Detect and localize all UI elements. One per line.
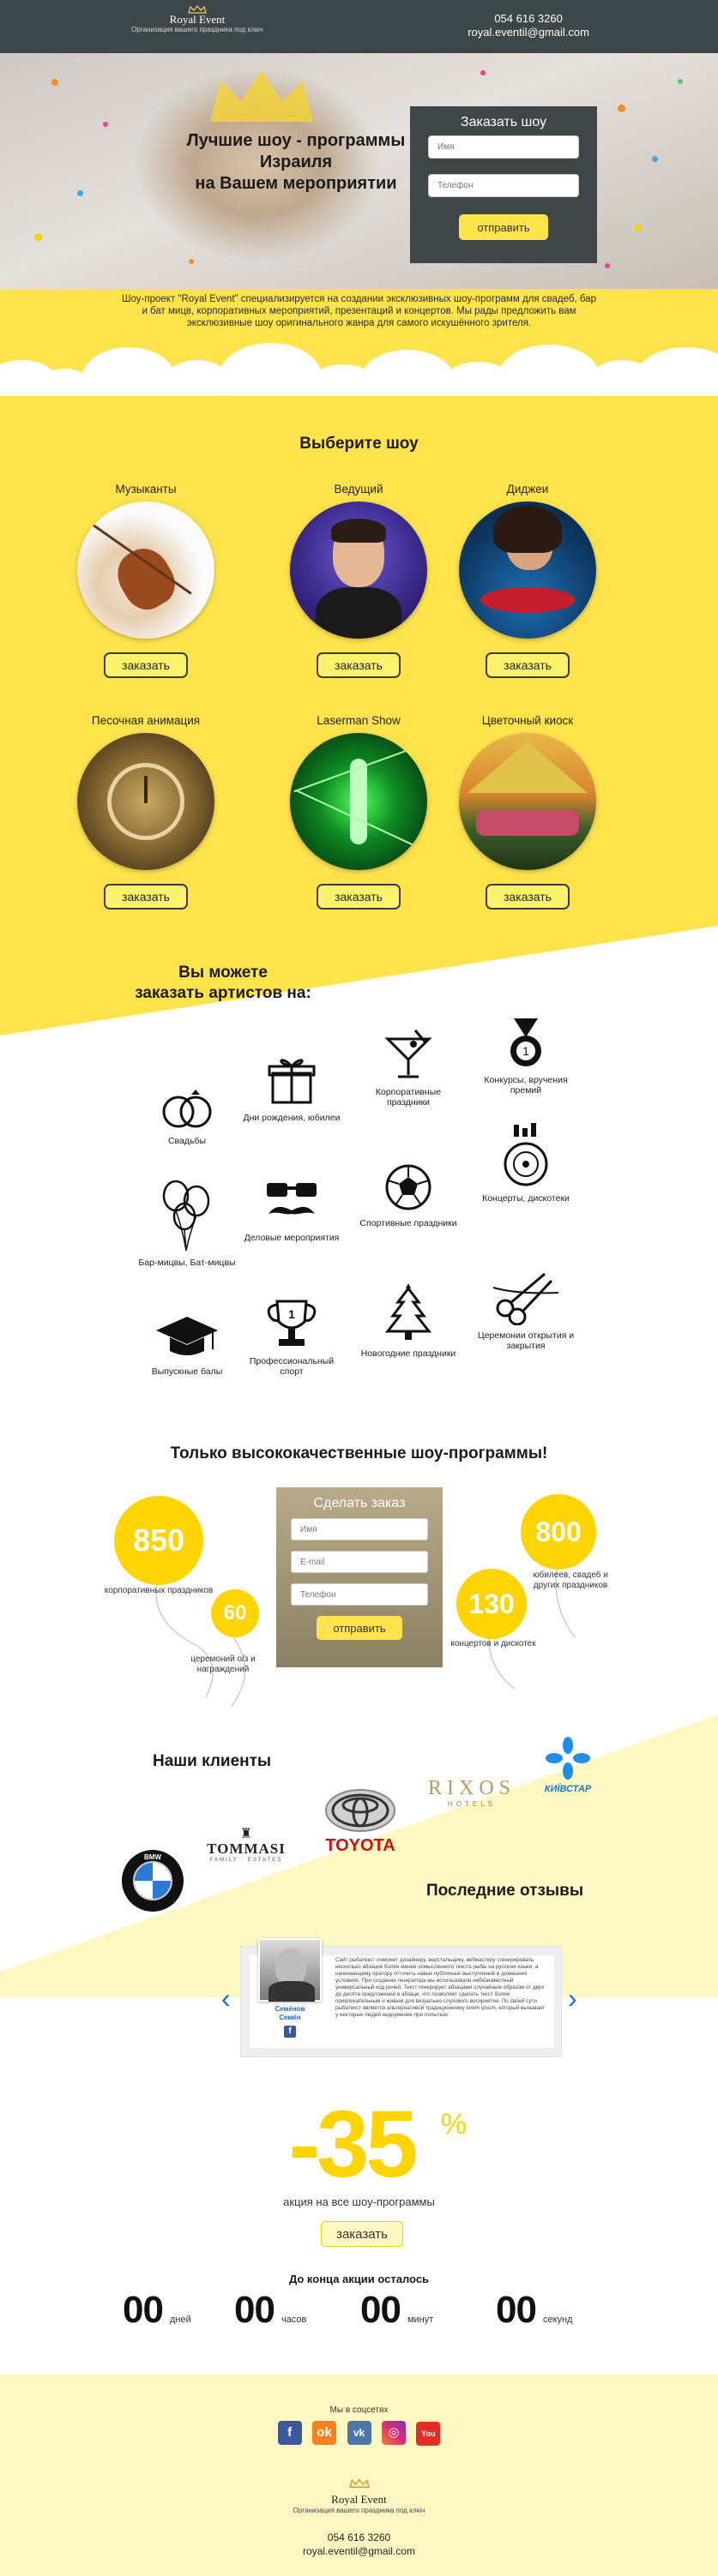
- promo-order-button[interactable]: заказать: [321, 2221, 403, 2247]
- clients-title: Наши клиенты: [153, 1752, 272, 1770]
- stat-bubble-800: 800: [521, 1494, 596, 1570]
- hero-name-input[interactable]: [428, 135, 579, 159]
- crown-icon: [349, 2478, 370, 2489]
- social-links: [0, 2421, 718, 2446]
- laserman-photo[interactable]: [290, 733, 427, 870]
- show-label: Цветочный киоск: [481, 714, 574, 727]
- promo-subtitle: акция на все шоу-программы: [283, 2195, 435, 2208]
- footer: [0, 2375, 718, 2576]
- brand-name: Royal Event: [169, 13, 226, 26]
- stat-bubble-850: 850: [114, 1496, 203, 1585]
- header-contacts: [468, 12, 589, 39]
- facebook-icon[interactable]: f: [278, 2421, 302, 2445]
- order-form-2: [276, 1487, 443, 1667]
- reviewer-photo: [258, 1938, 322, 2002]
- christmas-tree-icon: [384, 1282, 432, 1343]
- form2-name-input[interactable]: [291, 1518, 428, 1540]
- event-sports: Спортивные праздники: [357, 1162, 460, 1228]
- hero-submit-button[interactable]: отправить: [459, 214, 548, 240]
- event-graduation: Выпускные балы: [136, 1313, 238, 1377]
- svg-text:1: 1: [522, 1044, 529, 1058]
- host-photo[interactable]: [290, 501, 427, 639]
- header-phone[interactable]: 054 616 3260: [494, 12, 563, 25]
- stat-bubble-130: 130: [456, 1569, 527, 1639]
- hero-phone-input[interactable]: [428, 174, 579, 197]
- countdown-days: 00 дней: [123, 2289, 191, 2331]
- sand-animation-photo[interactable]: [77, 733, 214, 870]
- toyota-emblem-icon: [323, 1788, 397, 1833]
- form2-title: Сделать заказ: [313, 1496, 406, 1510]
- stat-label: церемоний о/з и награждений: [190, 1654, 256, 1674]
- form2-submit-button[interactable]: отправить: [317, 1616, 402, 1640]
- speaker-disc-icon: [498, 1123, 553, 1188]
- rings-icon: [153, 1084, 221, 1131]
- reviews-title: Последние отзывы: [426, 1882, 584, 1900]
- event-corporate: Корпоративные праздники: [357, 1027, 460, 1108]
- stat-bubble-60: 60: [211, 1589, 259, 1637]
- review-text: Сайт рыбатекст поможет дизайнеру, верстальщику, вебмастеру сгенерировать несколько абзацев более менее осмысленного текста рыбы на русском языке, а начинающему оратору отточить навык публичных выступлений в домашних условиях. При создании генератора мы использовали небезизвестный универсальный код речей. Текст генерирует абзацами случайным образом от двух до десяти предложений в абзаце, что позволяет сделать текст более привлекательным и живым для визуально-слухового восприятия. По своей сути рыбатекст является альтернативой традиционному lorem ipsum, который вызывает у некторых людей недоумение при попытках: [335, 1957, 546, 2018]
- stat-label: концертов и дискотек: [450, 1639, 536, 1648]
- medal-icon: [502, 1017, 550, 1070]
- form2-email-input[interactable]: [291, 1551, 428, 1573]
- show-card-sand-animation: [73, 714, 219, 910]
- intro-text: Шоу-проект "Royal Event" специализируется на создании эксклюзивных шоу-программ для свадеб, бар и бат мицв, корпоративных мероприятий, презентаций и концертов. Мы рады предложить вам эксклюзивные шоу оригинального жанра для самого искушённого зрителя.: [122, 294, 596, 328]
- stat-label: корпоративных праздников: [104, 1586, 214, 1595]
- client-logo-kyivstar[interactable]: КИЇВСТАР: [535, 1737, 600, 1794]
- gift-icon: [264, 1053, 319, 1108]
- youtube-icon[interactable]: You: [416, 2422, 440, 2446]
- event-weddings: Свадьбы: [136, 1084, 238, 1146]
- show-card-musicians: [73, 483, 219, 678]
- order-button[interactable]: заказать: [317, 652, 401, 678]
- event-new-year: Новогодние праздники: [357, 1282, 460, 1359]
- top-bar: [0, 0, 718, 53]
- client-logo-tommasi[interactable]: ♜ TOMMASI FAMILY · ESTATES: [207, 1827, 286, 1863]
- countdown-title: До конца акции осталось: [288, 2273, 430, 2285]
- facebook-icon[interactable]: f: [284, 2026, 296, 2038]
- stat-label: юбилеев, свадеб и других праздников: [533, 1570, 608, 1590]
- footer-tagline: Организация вашего праздника под ключ: [293, 2507, 425, 2514]
- cocktail-icon: [381, 1027, 436, 1082]
- show-label: Музыканты: [115, 483, 177, 495]
- flower-kiosk-photo[interactable]: [459, 733, 596, 870]
- order-button[interactable]: заказать: [104, 884, 188, 910]
- footer-brand: Royal Event: [331, 2493, 387, 2506]
- hero-order-form: [410, 106, 597, 263]
- show-label: Ведущий: [334, 483, 383, 495]
- reviews-prev-arrow[interactable]: ‹: [221, 1983, 231, 2014]
- event-bar-mitzvah: Бар-мицвы, Бат-мицвы: [136, 1177, 238, 1268]
- event-business: Деловые мероприятия: [240, 1176, 343, 1243]
- reviewer-name[interactable]: Семёнов Семён: [275, 2005, 305, 2021]
- show-card-flower-kiosk: [455, 714, 600, 910]
- show-card-host: [286, 483, 431, 678]
- soccer-ball-icon: [383, 1162, 434, 1213]
- footer-email[interactable]: royal.eventil@gmail.com: [303, 2545, 415, 2557]
- countdown-hours: 00 часов: [234, 2289, 307, 2331]
- event-birthdays: Дни рождения, юбилеи: [240, 1053, 343, 1123]
- brand-tagline: Организация вашего праздника под ключ: [131, 26, 263, 33]
- client-logo-bmw[interactable]: BMW: [122, 1850, 184, 1912]
- footer-logo[interactable]: [0, 2477, 718, 2514]
- form2-phone-input[interactable]: [291, 1583, 428, 1606]
- stats-title: Только высококачественные шоу-программы!: [170, 1444, 548, 1462]
- svg-text:1: 1: [288, 1307, 295, 1321]
- shows-title: Выберите шоу: [299, 435, 419, 453]
- dj-photo[interactable]: [459, 501, 596, 639]
- order-button[interactable]: заказать: [486, 652, 570, 678]
- order-button[interactable]: заказать: [104, 652, 188, 678]
- vk-icon[interactable]: vk: [347, 2421, 371, 2445]
- header-email[interactable]: royal.eventil@gmail.com: [468, 26, 589, 39]
- show-card-dj: [455, 483, 600, 678]
- order-button[interactable]: заказать: [486, 884, 570, 910]
- scissors-ribbon-icon: [492, 1269, 560, 1325]
- mustache-glasses-icon: [262, 1176, 322, 1228]
- event-ceremonies: Церемонии открытия и закрытия: [474, 1269, 577, 1351]
- order-button[interactable]: заказать: [317, 884, 401, 910]
- hero-form-title: Заказать шоу: [460, 115, 547, 129]
- discount-percent: %: [440, 2108, 467, 2141]
- header-logo[interactable]: [129, 5, 266, 34]
- kyivstar-star-icon: [546, 1737, 590, 1780]
- musicians-photo[interactable]: [77, 501, 214, 639]
- hero-title: Лучшие шоу - программы Израиля на Вашем мероприятии: [186, 131, 406, 193]
- social-title: Мы в соцсетях: [329, 2405, 389, 2415]
- event-contests: 1 Конкурсы, вручения премий: [474, 1017, 577, 1096]
- footer-phone[interactable]: 054 616 3260: [327, 2531, 391, 2543]
- show-label: Песочная анимация: [91, 714, 201, 727]
- footer-contacts: [0, 2531, 718, 2558]
- hero-banner: [0, 53, 718, 289]
- show-card-laserman: [286, 714, 431, 910]
- client-logo-toyota[interactable]: TOYOTA: [317, 1788, 403, 1854]
- reviews-next-arrow[interactable]: ›: [568, 1983, 577, 2014]
- balloons-icon: [157, 1177, 217, 1252]
- countdown-seconds: 00 секунд: [496, 2289, 573, 2331]
- party-crown-decoration: [210, 70, 313, 122]
- show-label: Laserman Show: [317, 714, 401, 727]
- cloud-divider: [0, 343, 718, 411]
- event-pro-sport: 1 Профессиональный спорт: [240, 1298, 343, 1377]
- trophy-icon: [262, 1298, 322, 1351]
- show-label: Диджеи: [506, 483, 549, 495]
- discount-block: [257, 2092, 467, 2197]
- review-card: [240, 1946, 562, 2057]
- instagram-icon[interactable]: ◎: [382, 2421, 406, 2445]
- odnoklassniki-icon[interactable]: ok: [312, 2421, 336, 2445]
- event-concerts: Концерты, дискотеки: [474, 1123, 577, 1204]
- events-title: Вы можете заказать артистов на:: [135, 964, 311, 1002]
- client-logo-rixos[interactable]: RIXOS HOTELS: [427, 1777, 516, 1808]
- discount-value: -35: [288, 2092, 415, 2197]
- countdown-minutes: 00 минут: [360, 2289, 434, 2331]
- graduation-cap-icon: [154, 1313, 220, 1361]
